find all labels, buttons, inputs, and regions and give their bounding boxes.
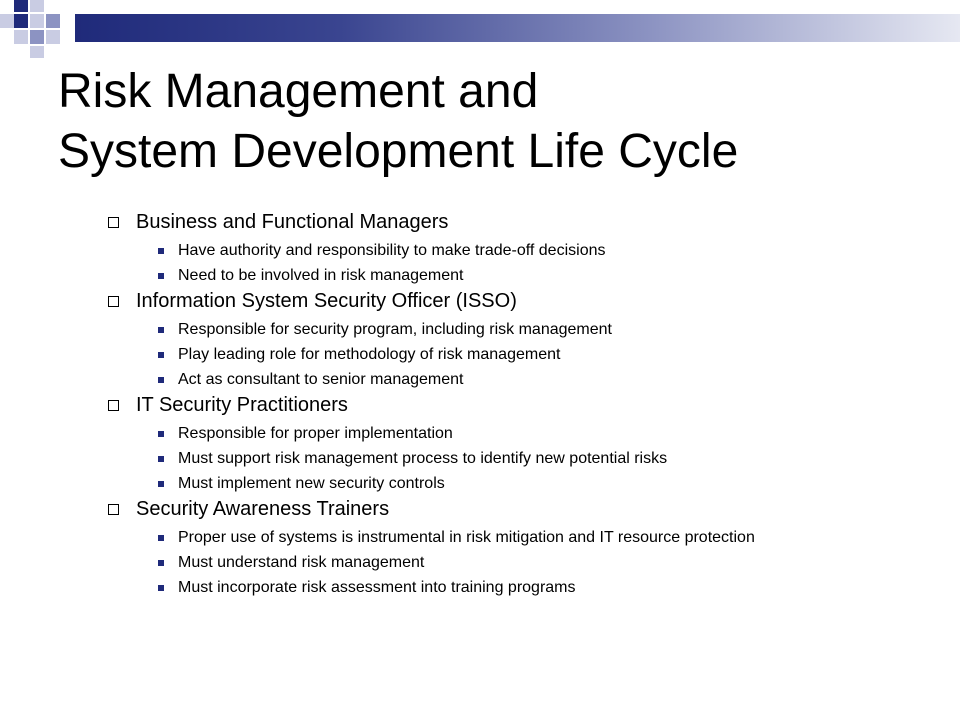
decor-square [46, 30, 60, 44]
header-gradient-bar [75, 14, 960, 42]
section-it-security-practitioners [104, 392, 864, 493]
bullet-item: Must incorporate risk assessment into training programs [154, 579, 864, 597]
slide-content [104, 206, 864, 599]
section-security-awareness-trainers [104, 496, 864, 597]
square-bullet-icon [158, 352, 164, 358]
decor-square [30, 14, 44, 28]
decor-square [14, 14, 28, 28]
slide-title [58, 62, 918, 182]
bullet-item: Responsible for security program, including risk management [154, 321, 864, 339]
decor-square [14, 30, 28, 44]
decor-square [30, 46, 44, 58]
bullet-item: Have authority and responsibility to make trade-off decisions [154, 242, 864, 260]
hollow-square-bullet-icon [108, 400, 119, 411]
square-bullet-icon [158, 560, 164, 566]
square-bullet-icon [158, 377, 164, 383]
decor-square [30, 0, 44, 12]
square-bullet-icon [158, 327, 164, 333]
decor-square [30, 30, 44, 44]
section-heading: Information System Security Officer (ISSO) [104, 288, 864, 314]
bullet-item: Act as consultant to senior management [154, 371, 864, 389]
section-isso [104, 288, 864, 389]
decor-square [46, 14, 60, 28]
square-bullet-icon [158, 431, 164, 437]
square-bullet-icon [158, 273, 164, 279]
section-heading: Security Awareness Trainers [104, 496, 864, 522]
hollow-square-bullet-icon [108, 217, 119, 228]
bullet-item: Play leading role for methodology of risk management [154, 346, 864, 364]
title-line-1: Risk Management and [58, 65, 539, 118]
bullet-item: Proper use of systems is instrumental in risk mitigation and IT resource protection [154, 529, 864, 547]
header-decoration [0, 0, 960, 60]
hollow-square-bullet-icon [108, 504, 119, 515]
square-bullet-icon [158, 481, 164, 487]
section-heading: Business and Functional Managers [104, 209, 864, 235]
bullet-item: Must implement new security controls [154, 475, 864, 493]
square-bullet-icon [158, 456, 164, 462]
bullet-item: Must understand risk management [154, 554, 864, 572]
bullet-item: Must support risk management process to identify new potential risks [154, 450, 864, 468]
square-bullet-icon [158, 535, 164, 541]
title-line-2: System Development Life Cycle [58, 125, 739, 178]
section-business-managers [104, 209, 864, 285]
square-bullet-icon [158, 585, 164, 591]
hollow-square-bullet-icon [108, 296, 119, 307]
decor-square [14, 0, 28, 12]
bullet-item: Need to be involved in risk management [154, 267, 864, 285]
square-bullet-icon [158, 248, 164, 254]
decor-square [0, 14, 14, 28]
bullet-item: Responsible for proper implementation [154, 425, 864, 443]
section-heading: IT Security Practitioners [104, 392, 864, 418]
